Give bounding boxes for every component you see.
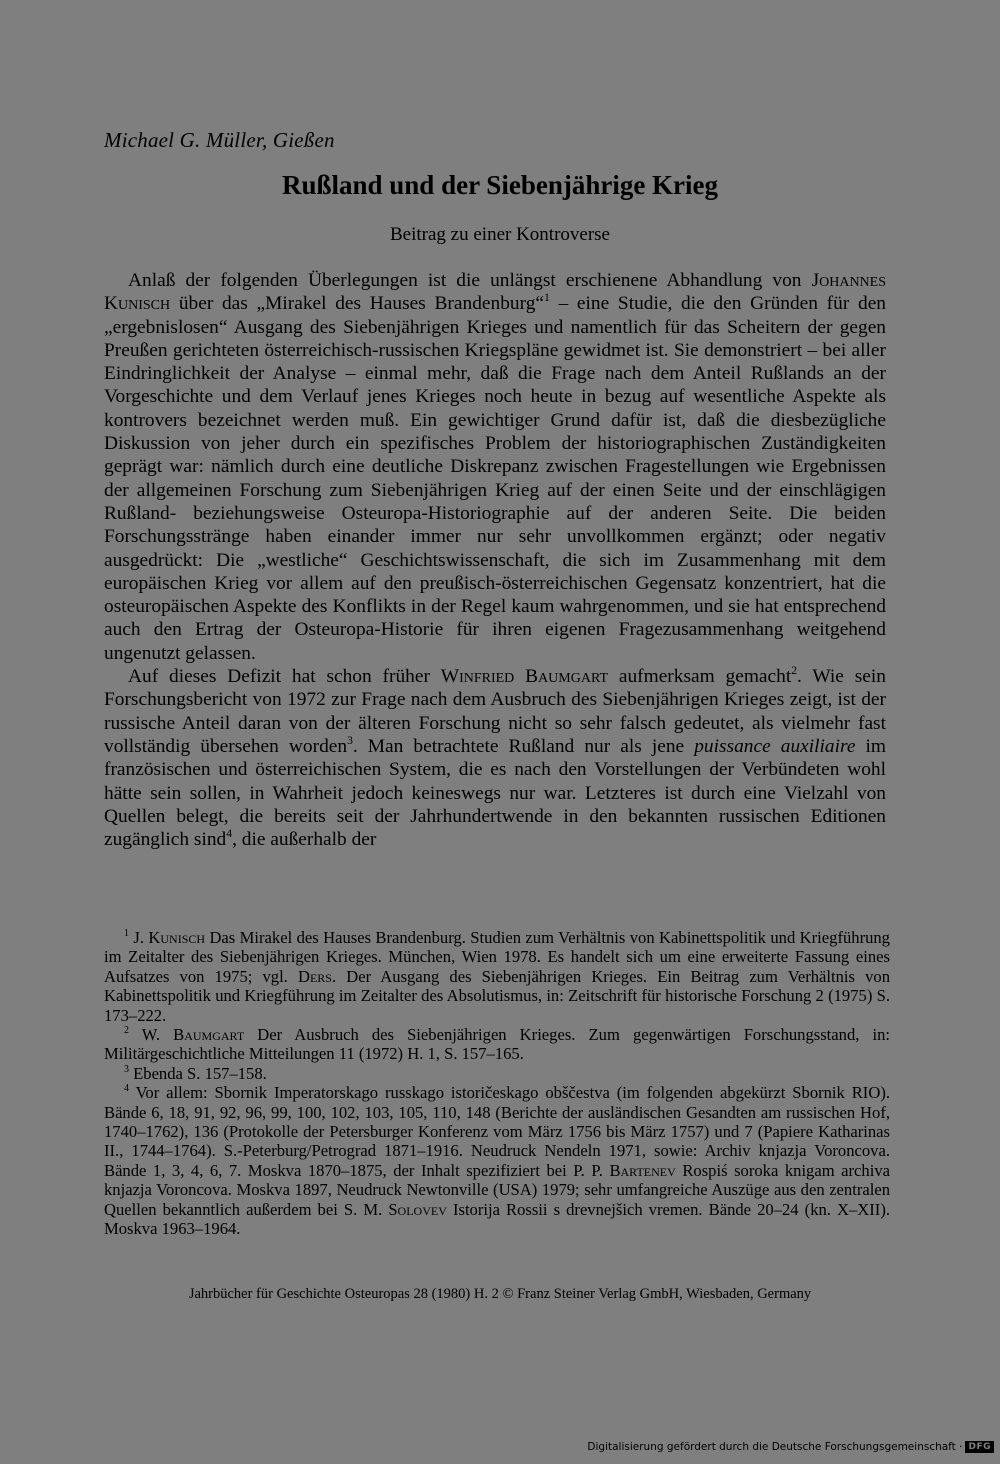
footnotes [104, 928, 890, 1239]
text-run: J. [128, 928, 149, 947]
footnote-ref-2[interactable]: 2 [791, 663, 798, 677]
digitization-text: Digitalisierung gefördert durch die Deutsche Forschungsgemeinschaft · [587, 1441, 963, 1453]
footnote-4 [104, 1083, 890, 1238]
article-title: Rußland und der Siebenjährige Krieg [281, 170, 719, 200]
text-run: Anlaß der folgenden Überlegungen ist die unlängst erschienene Abhandlung von [128, 270, 812, 291]
italic-term: puissance auxiliaire [694, 735, 856, 757]
footnote-2 [104, 1025, 890, 1064]
author-line: Michael G. Müller, Gießen [104, 128, 335, 152]
text-run: im französischen und österreichischen System, die es nach den Vorstellungen der Verbündeten wohl hätte sein sollen, in Wahrheit jedoch keineswegs nur war. Letzteres ist durch eine Vielzahl von Quellen belegt, die bereits seit der Jahrhundertwende in den bekannten russischen Editionen zugänglich sind [104, 735, 886, 851]
text-run: Auf dieses Defizit hat schon früher [128, 666, 441, 688]
text-run: Ebenda S. 157–158. [128, 1063, 267, 1083]
text-run: Das Mirakel des Hauses Brandenburg. Studien zum Verhältnis von Kabinettspolitik und Kriegführung im Zeitalter des Siebenjährigen Krieges. München, Wien 1978. Es handelt sich um eine erweiterte Fassung eines Aufsatzes von 1975; vgl. [104, 928, 890, 986]
author-name: Kunisch [148, 928, 206, 947]
body-paragraph-2 [104, 665, 886, 851]
text-run: aufmerksam gemacht [608, 666, 792, 688]
author-name: Baumgart [173, 1025, 245, 1045]
footnote-number: 2 [124, 1025, 129, 1037]
author-name: Solovev [388, 1199, 447, 1219]
footnote-1 [104, 928, 890, 1025]
footnote-number: 4 [124, 1083, 129, 1095]
footnote-ref-1[interactable]: 1 [544, 291, 550, 305]
author-name: Ders. [297, 966, 337, 986]
author-name: Bartenev [609, 1160, 676, 1180]
digitization-note [587, 1441, 994, 1453]
text-run: Der Ausgang des Siebenjährigen Krieges. Ein Beitrag zum Verhältnis von Kabinettspolitik und Kriegführung im Zeitalter des Absolutismus, in: Zeitschrift für historische Forschung 2 (1975) S. 173–222. [104, 966, 891, 1025]
text-run: . Wie sein Forschungsbericht von 1972 zur Frage nach dem Ausbruch des Siebenjährigen Krieges zeigt, ist der russische Anteil daran von der älteren Forschung nicht so sehr falsch gedeutet, als vielmehr fast vollständig übersehen worden [104, 666, 886, 757]
footnote-ref-4[interactable]: 4 [226, 826, 233, 840]
text-run: – eine Studie, die den Gründen für den „ergebnislosen“ Ausgang des Siebenjährigen Krieges und namentlich für das Scheitern der gegen Preußen gerichteten österreichisch-russischen Kriegspläne gewidmet ist. Sie demonstriert – bei aller Eindringlichkeit der Analyse – einmal mehr, daß die Frage nach dem Anteil Rußlands an der Vorgeschichte und dem Verlauf jenes Krieges noch heute in bezug auf wesentliche Aspekte als kontrovers bezeichnet werden muß. Ein gewichtiger Grund dafür ist, daß die diesbezügliche Diskussion von jeher durch ein spezifisches Problem der historiographischen Zuständigkeiten geprägt war: nämlich durch eine deutliche Diskrepanz zwischen Fragestellungen wie Ergebnissen der allgemeinen Forschung zum Siebenjährigen Krieg auf der einen Seite und der einschlägigen Rußland- beziehungsweise Osteuropa-Historiographie auf der anderen Seite. Die beiden Forschungsstränge haben einander immer nur sehr unvollkommen ergänzt; oder negativ ausgedrückt: Die „westliche“ Geschichtswissenschaft, die sich im Zusammenhang mit dem europäischen Krieg vor allem auf den preußisch-österreichischen Gegensatz konzentriert, hat die osteuropäischen Aspekte des Konflikts in der Regel kaum wahrgenommen, und sie hat entsprechend auch den Ertrag der Osteuropa-Historie für ihren eigenen Fragezusammenhang weitgehend ungenutzt gelassen. [104, 293, 886, 664]
text-run: Istorija Rossii s drevnejšich vremen. Bände 20–24 (kn. X–XII). Moskva 1963–1964. [104, 1199, 890, 1239]
journal-citation: Jahrbücher für Geschichte Osteuropas 28 (1980) H. 2 © Franz Steiner Verlag GmbH, Wiesbaden, Germany [188, 1286, 812, 1302]
text-run: über das „Mirakel des Hauses Brandenburg“ [170, 293, 544, 315]
footnote-3 [104, 1064, 890, 1083]
article-subtitle: Beitrag zu einer Kontroverse [390, 224, 610, 245]
body-paragraph-1 [104, 269, 886, 665]
footnote-number: 1 [124, 928, 129, 940]
text-run: . Man betrachtete Rußland nur als jene [352, 735, 695, 757]
author-name-baumgart: Winfried Baumgart [440, 666, 609, 688]
text-run: Vor allem: Sbornik Imperatorskago russkago istoričeskago obščestva (im folgenden abgekürzt Sbornik RIO). Bände 6, 18, 91, 92, 96, 99, 100, 102, 103, 105, 110, 148 (Berichte der ausländischen Gesandten am russischen Hof, 1740–1762), 136 (Protokolle der Petersburger Konferenz vom März 1756 bis März 1757) und 7 (Papiere Katharinas II., 1744–1764). S.-Peterburg/Petrograd 1871–1916. Neudruck Nendeln 1971, sowie: Archiv knjazja Voroncova. Bände 1, 3, 4, 6, 7. Moskva 1870–1875, der Inhalt spezifiziert bei P. P. [104, 1083, 890, 1180]
footnote-ref-3[interactable]: 3 [347, 733, 353, 747]
author-name-kunisch: Johannes Kunisch [104, 270, 886, 315]
text-run: Der Ausbruch des Siebenjährigen Krieges. Zum gegenwärtigen Forschungsstand, in: Militärgeschichtliche Mitteilungen 11 (1972) H. 1, S. 157–165. [104, 1025, 890, 1064]
text-run: , die außerhalb der [232, 829, 377, 851]
text-run: W. [128, 1025, 174, 1045]
dfg-logo-icon: DFG [965, 1441, 994, 1453]
article-body [104, 269, 886, 851]
footnote-number: 3 [124, 1063, 129, 1075]
text-run: Rospiś soroka knigam archiva knjazja Voroncova. Moskva 1897, Neudruck Newtonville (USA) 1979; sehr umfangreiche Auszüge aus den zentralen Quellen bekanntlich außerdem bei S. M. [104, 1160, 890, 1219]
